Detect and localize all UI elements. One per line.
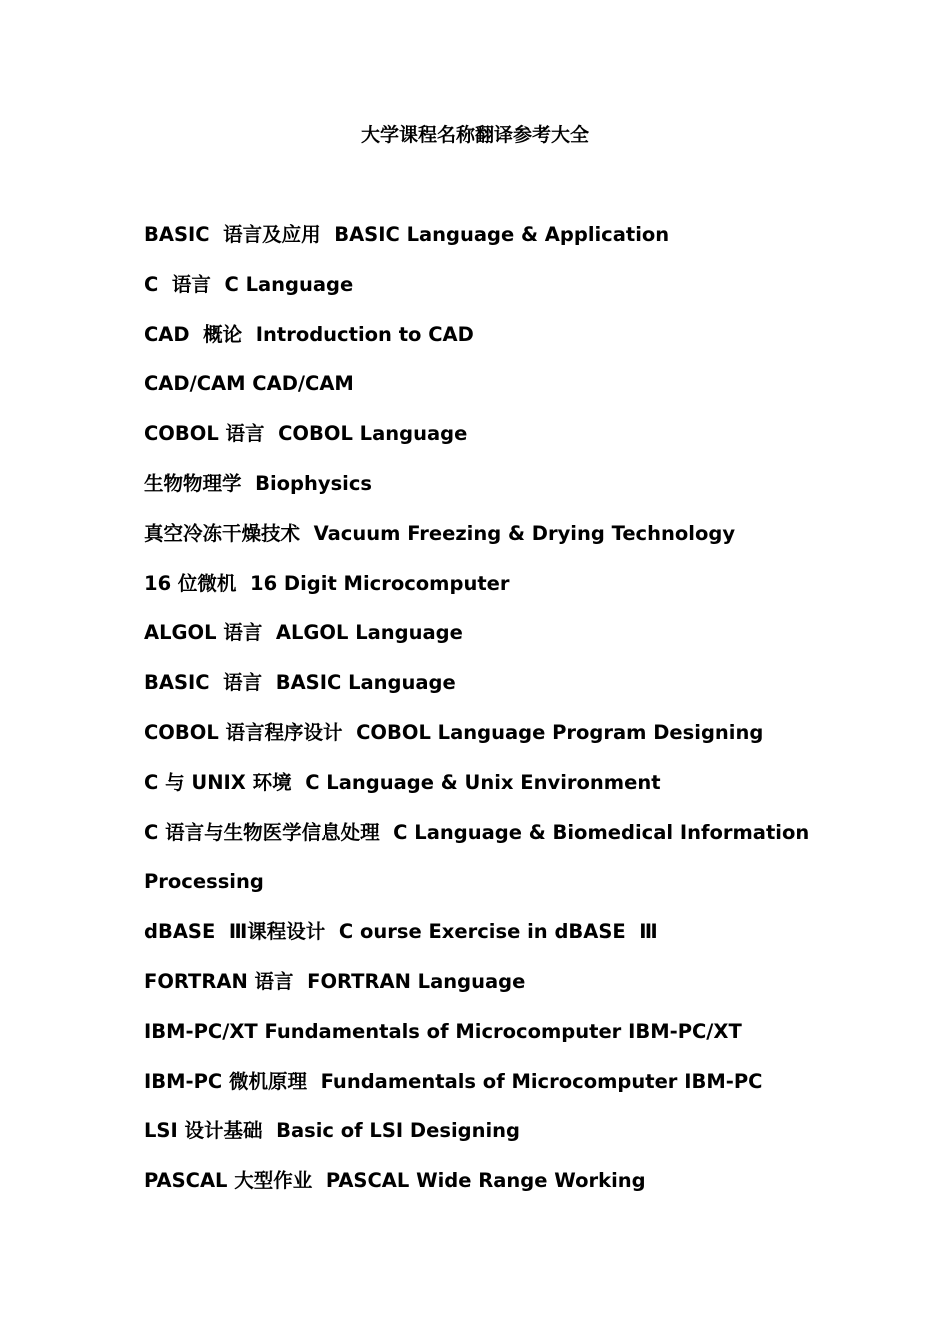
- course-line: COBOL 语言 COBOL Language: [144, 422, 468, 446]
- course-line: IBM-PC 微机原理 Fundamentals of Microcomputer IBM-PC: [144, 1069, 763, 1093]
- course-line: CAD 概论 Introduction to CAD: [144, 322, 474, 346]
- course-line: BASIC 语言及应用 BASIC Language & Application: [144, 223, 670, 246]
- course-line: dBASE Ⅲ课程设计 C ourse Exercise in dBASE Ⅲ: [144, 920, 658, 944]
- course-line: IBM-PC/XT Fundamentals of Microcomputer IBM-PC/XT: [144, 1019, 742, 1043]
- course-line: C 语言与生物医学信息处理 C Language & Biomedical Information: [144, 820, 810, 844]
- course-line: COBOL 语言程序设计 COBOL Language Program Designing: [144, 720, 764, 744]
- course-line: FORTRAN 语言 FORTRAN Language: [144, 969, 526, 993]
- course-line-continuation: Processing: [144, 870, 264, 894]
- course-line: ALGOL 语言 ALGOL Language: [144, 621, 463, 645]
- course-line: C 语言 C Language: [144, 272, 354, 296]
- course-line: BASIC 语言 BASIC Language: [144, 671, 456, 695]
- document-title: 大学课程名称翻译参考大全: [360, 124, 589, 146]
- course-line: 生物物理学 Biophysics: [144, 471, 373, 495]
- course-line: 真空冷冻干燥技术 Vacuum Freezing & Drying Technology: [144, 521, 736, 545]
- course-line: PASCAL 大型作业 PASCAL Wide Range Working: [144, 1169, 646, 1193]
- course-line: CAD/CAM CAD/CAM: [144, 372, 354, 396]
- course-line: C 与 UNIX 环境 C Language & Unix Environment: [144, 770, 661, 794]
- course-line: LSI 设计基础 Basic of LSI Designing: [144, 1119, 521, 1143]
- course-line: 16 位微机 16 Digit Microcomputer: [144, 571, 510, 595]
- course-list: [144, 221, 810, 1217]
